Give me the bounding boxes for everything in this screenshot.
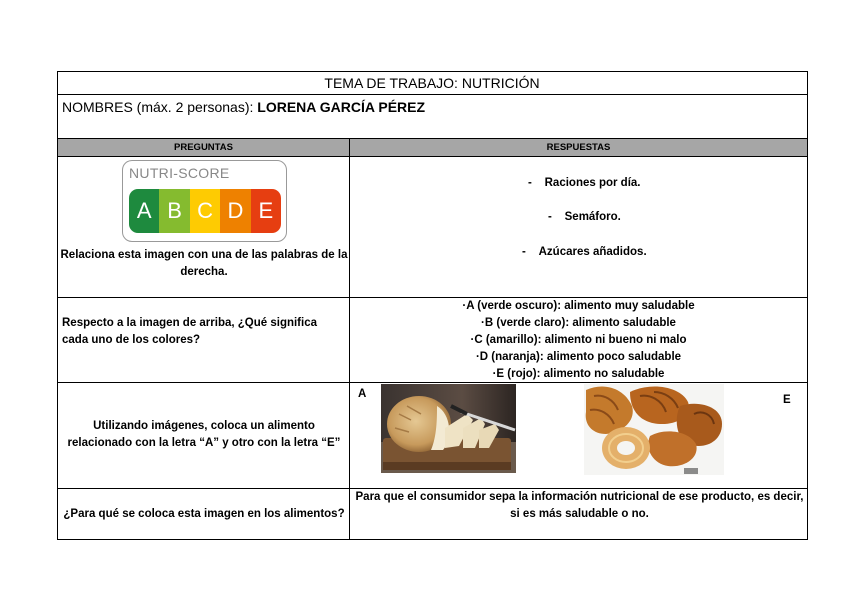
- row-divider: [57, 156, 808, 157]
- names-value: LORENA GARCÍA PÉREZ: [257, 99, 426, 115]
- answer-1-item: - Raciones por día.: [528, 177, 641, 189]
- nutri-grade-b: B: [159, 189, 189, 233]
- column-header-answers: RESPUESTAS: [350, 139, 807, 156]
- nutri-grade-e: E: [251, 189, 281, 233]
- table-border-right: [807, 71, 808, 540]
- answer-1-item: - Semáforo.: [548, 211, 621, 223]
- question-3: Utilizando imágenes, coloca un alimento relacionado con la letra “A” y otro con la letra “E”: [67, 420, 341, 449]
- nutri-score-bar: [129, 189, 281, 233]
- question-4: ¿Para qué se coloca esta imagen en los alimentos?: [63, 508, 345, 520]
- answer-1-text: Semáforo.: [564, 211, 621, 223]
- names-label: NOMBRES (máx. 2 personas):: [62, 99, 258, 115]
- bread-photo: [381, 384, 516, 473]
- answer-2-line: ·C (amarillo): alimento ni bueno ni malo: [470, 334, 687, 346]
- column-header-questions: PREGUNTAS: [58, 139, 349, 156]
- label-a: A: [358, 388, 367, 400]
- answer-4: Para que el consumidor sepa la información nutricional de ese producto, es decir, si es más saludable o no.: [355, 491, 804, 520]
- nutri-grade-d: D: [220, 189, 250, 233]
- answer-2-line: ·B (verde claro): alimento saludable: [481, 317, 676, 329]
- nutri-score-title: NUTRI-SCORE: [129, 165, 230, 181]
- question-1: Relaciona esta imagen con una de las palabras de la derecha.: [60, 249, 348, 278]
- worksheet-title: TEMA DE TRABAJO: NUTRICIÓN: [324, 75, 540, 91]
- nutri-score-logo: [122, 160, 287, 242]
- nutri-grade-c: C: [190, 189, 220, 233]
- answer-1-text: Azúcares añadidos.: [538, 246, 647, 258]
- pastries-photo: [584, 384, 724, 475]
- answer-2-line: ·D (naranja): alimento poco saludable: [475, 351, 682, 363]
- label-e: E: [783, 394, 791, 406]
- answer-1-item: - Azúcares añadidos.: [522, 246, 647, 258]
- table-border-bottom: [57, 539, 808, 540]
- names-row: [62, 96, 425, 118]
- answer-2-list: [350, 298, 807, 383]
- question-2: Respecto a la imagen de arriba, ¿Qué significa cada uno de los colores?: [62, 317, 317, 346]
- answer-2-line: ·E (rojo): alimento no saludable: [492, 368, 665, 380]
- row-divider: [57, 94, 808, 95]
- answer-1-text: Raciones por día.: [544, 177, 641, 189]
- nutri-grade-a: A: [129, 189, 159, 233]
- answer-2-line: ·A (verde oscuro): alimento muy saludable: [462, 300, 695, 312]
